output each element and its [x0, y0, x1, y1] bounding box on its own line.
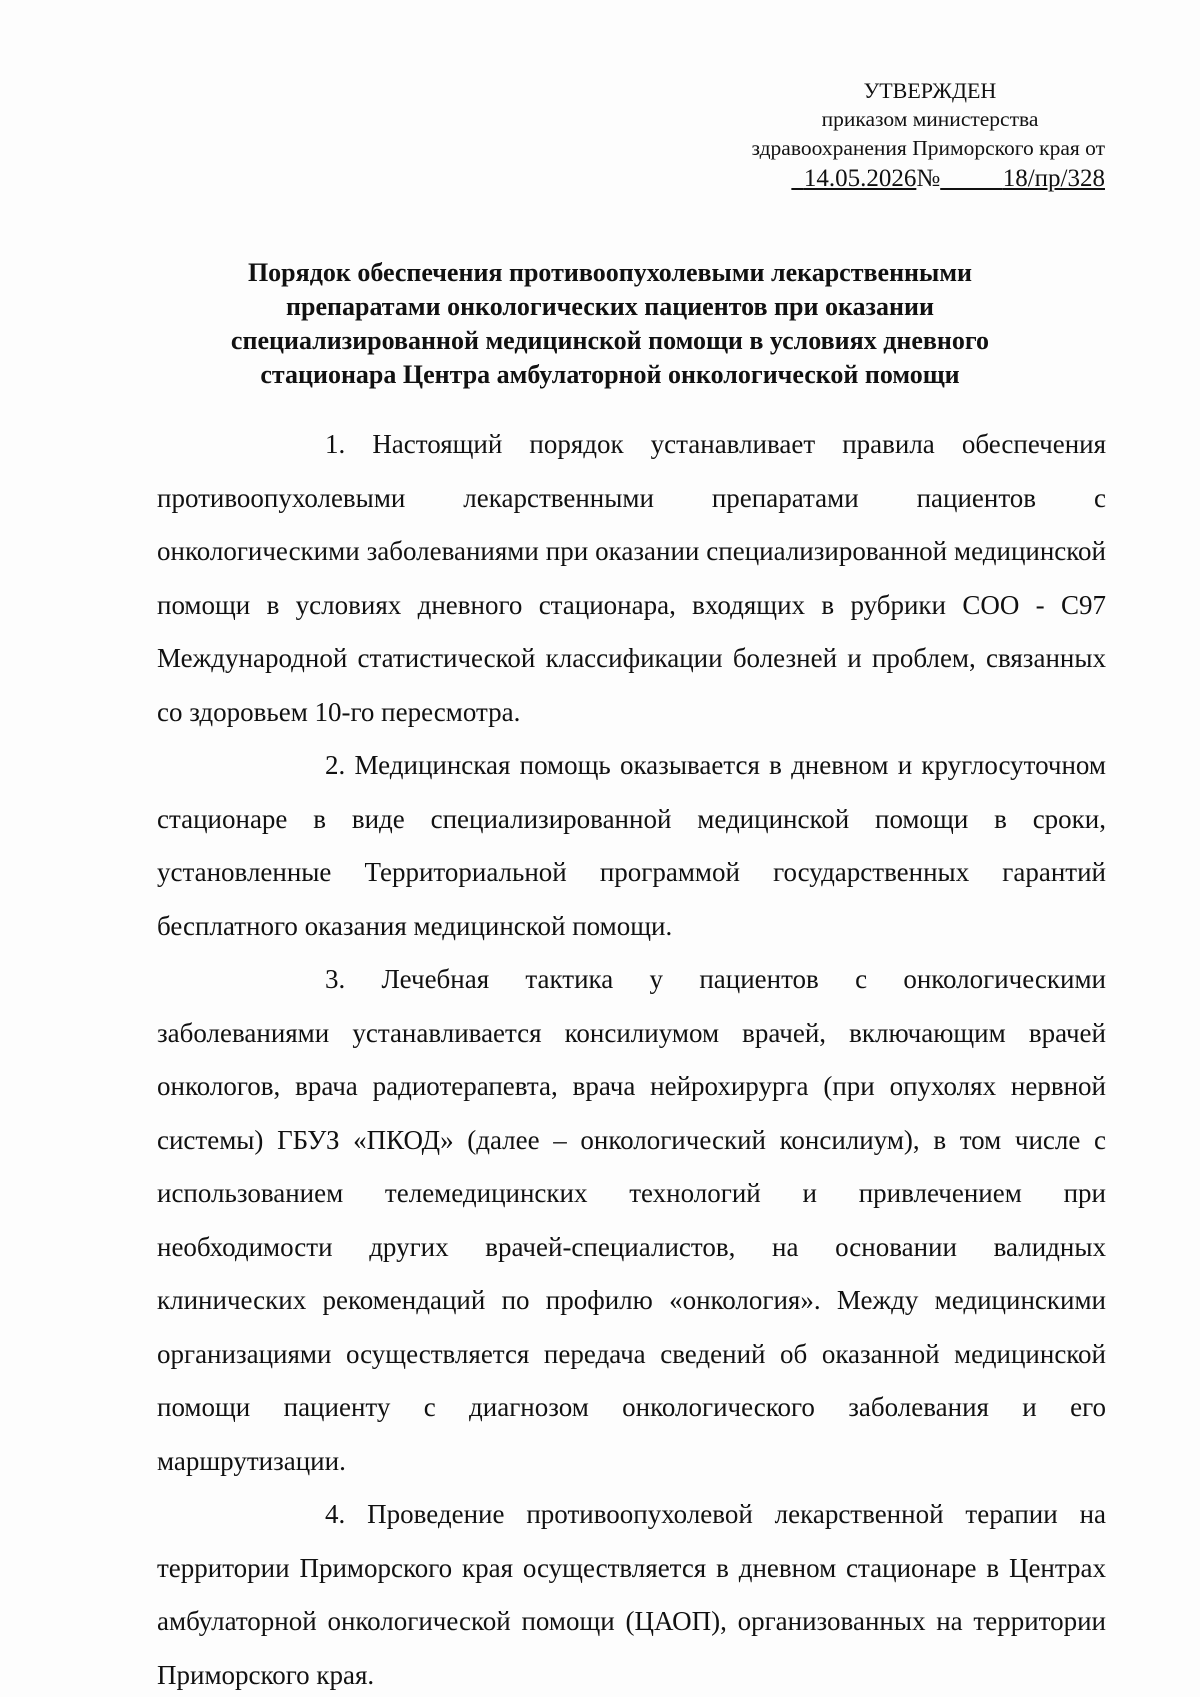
order-date: 14.05.2026 — [803, 165, 917, 192]
heading-line: специализированной медицинской помощи в условиях дневного — [230, 326, 990, 355]
order-date-field — [791, 165, 916, 192]
order-number-field — [940, 165, 1105, 192]
approval-line-1: приказом министерства — [821, 107, 1039, 131]
document-heading — [160, 256, 1060, 392]
document-body — [157, 418, 1106, 1702]
heading-line: Порядок обеспечения противоопухолевыми лекарственными — [247, 258, 973, 287]
paragraph-number: 4. — [325, 1499, 346, 1529]
paragraph-text: Медицинская помощь оказывается в дневном и круглосуточном стационаре в виде специализированной медицинской помощи в сроки, установленные Территориальной программой государственных гарантий бесплатного оказания медицинской помощи. — [157, 750, 1106, 941]
paragraph-4 — [157, 1488, 1106, 1702]
paragraph-1 — [157, 418, 1106, 739]
paragraph-number: 2. — [325, 750, 346, 780]
approval-title: УТВЕРЖДЕН — [863, 78, 997, 103]
order-number-sign: № — [916, 165, 941, 192]
paragraph-text: Настоящий порядок устанавливает правила обеспечения противоопухолевыми лекарственными препаратами пациентов с онкологическими заболеваниями при оказании специализированной медицинской помощи в условиях дневного стационара, входящих в рубрики СОО - С97 Международной статистической классификации болезней и проблем, связанных со здоровьем 10-го пересмотра. — [157, 429, 1107, 727]
paragraph-2 — [157, 739, 1106, 953]
paragraph-3 — [157, 953, 1106, 1488]
approval-block — [645, 76, 1105, 195]
paragraph-number: 1. — [325, 429, 346, 459]
approval-line-2: здравоохранения Приморского края от — [751, 136, 1105, 160]
paragraph-number: 3. — [325, 964, 346, 994]
heading-line: стационара Центра амбулаторной онкологической помощи — [260, 360, 960, 389]
order-date-number — [645, 163, 1105, 195]
order-number: 18/пр/328 — [1002, 165, 1105, 192]
paragraph-text: Лечебная тактика у пациентов с онкологическими заболеваниями устанавливается консилиумом врачей, включающим врачей онкологов, врача радиотерапевта, врача нейрохирурга (при опухолях нервной системы) ГБУЗ «ПКОД» (далее – онкологический консилиум), в том числе с использованием телемедицинских технологий и привлечением при необходимости других врачей-специалистов, на основании валидных клинических рекомендаций по профилю «онкология». Между медицинскими организациями осуществляется передача сведений об оказанной медицинской помощи пациенту с диагнозом онкологического заболевания и его маршрутизации. — [157, 964, 1106, 1476]
paragraph-text: Проведение противоопухолевой лекарственной терапии на территории Приморского края осуществляется в дневном стационаре в Центрах амбулаторной онкологической помощи (ЦАОП), организованных на территории Приморского края. — [157, 1499, 1106, 1690]
heading-line: препаратами онкологических пациентов при оказании — [286, 292, 934, 321]
